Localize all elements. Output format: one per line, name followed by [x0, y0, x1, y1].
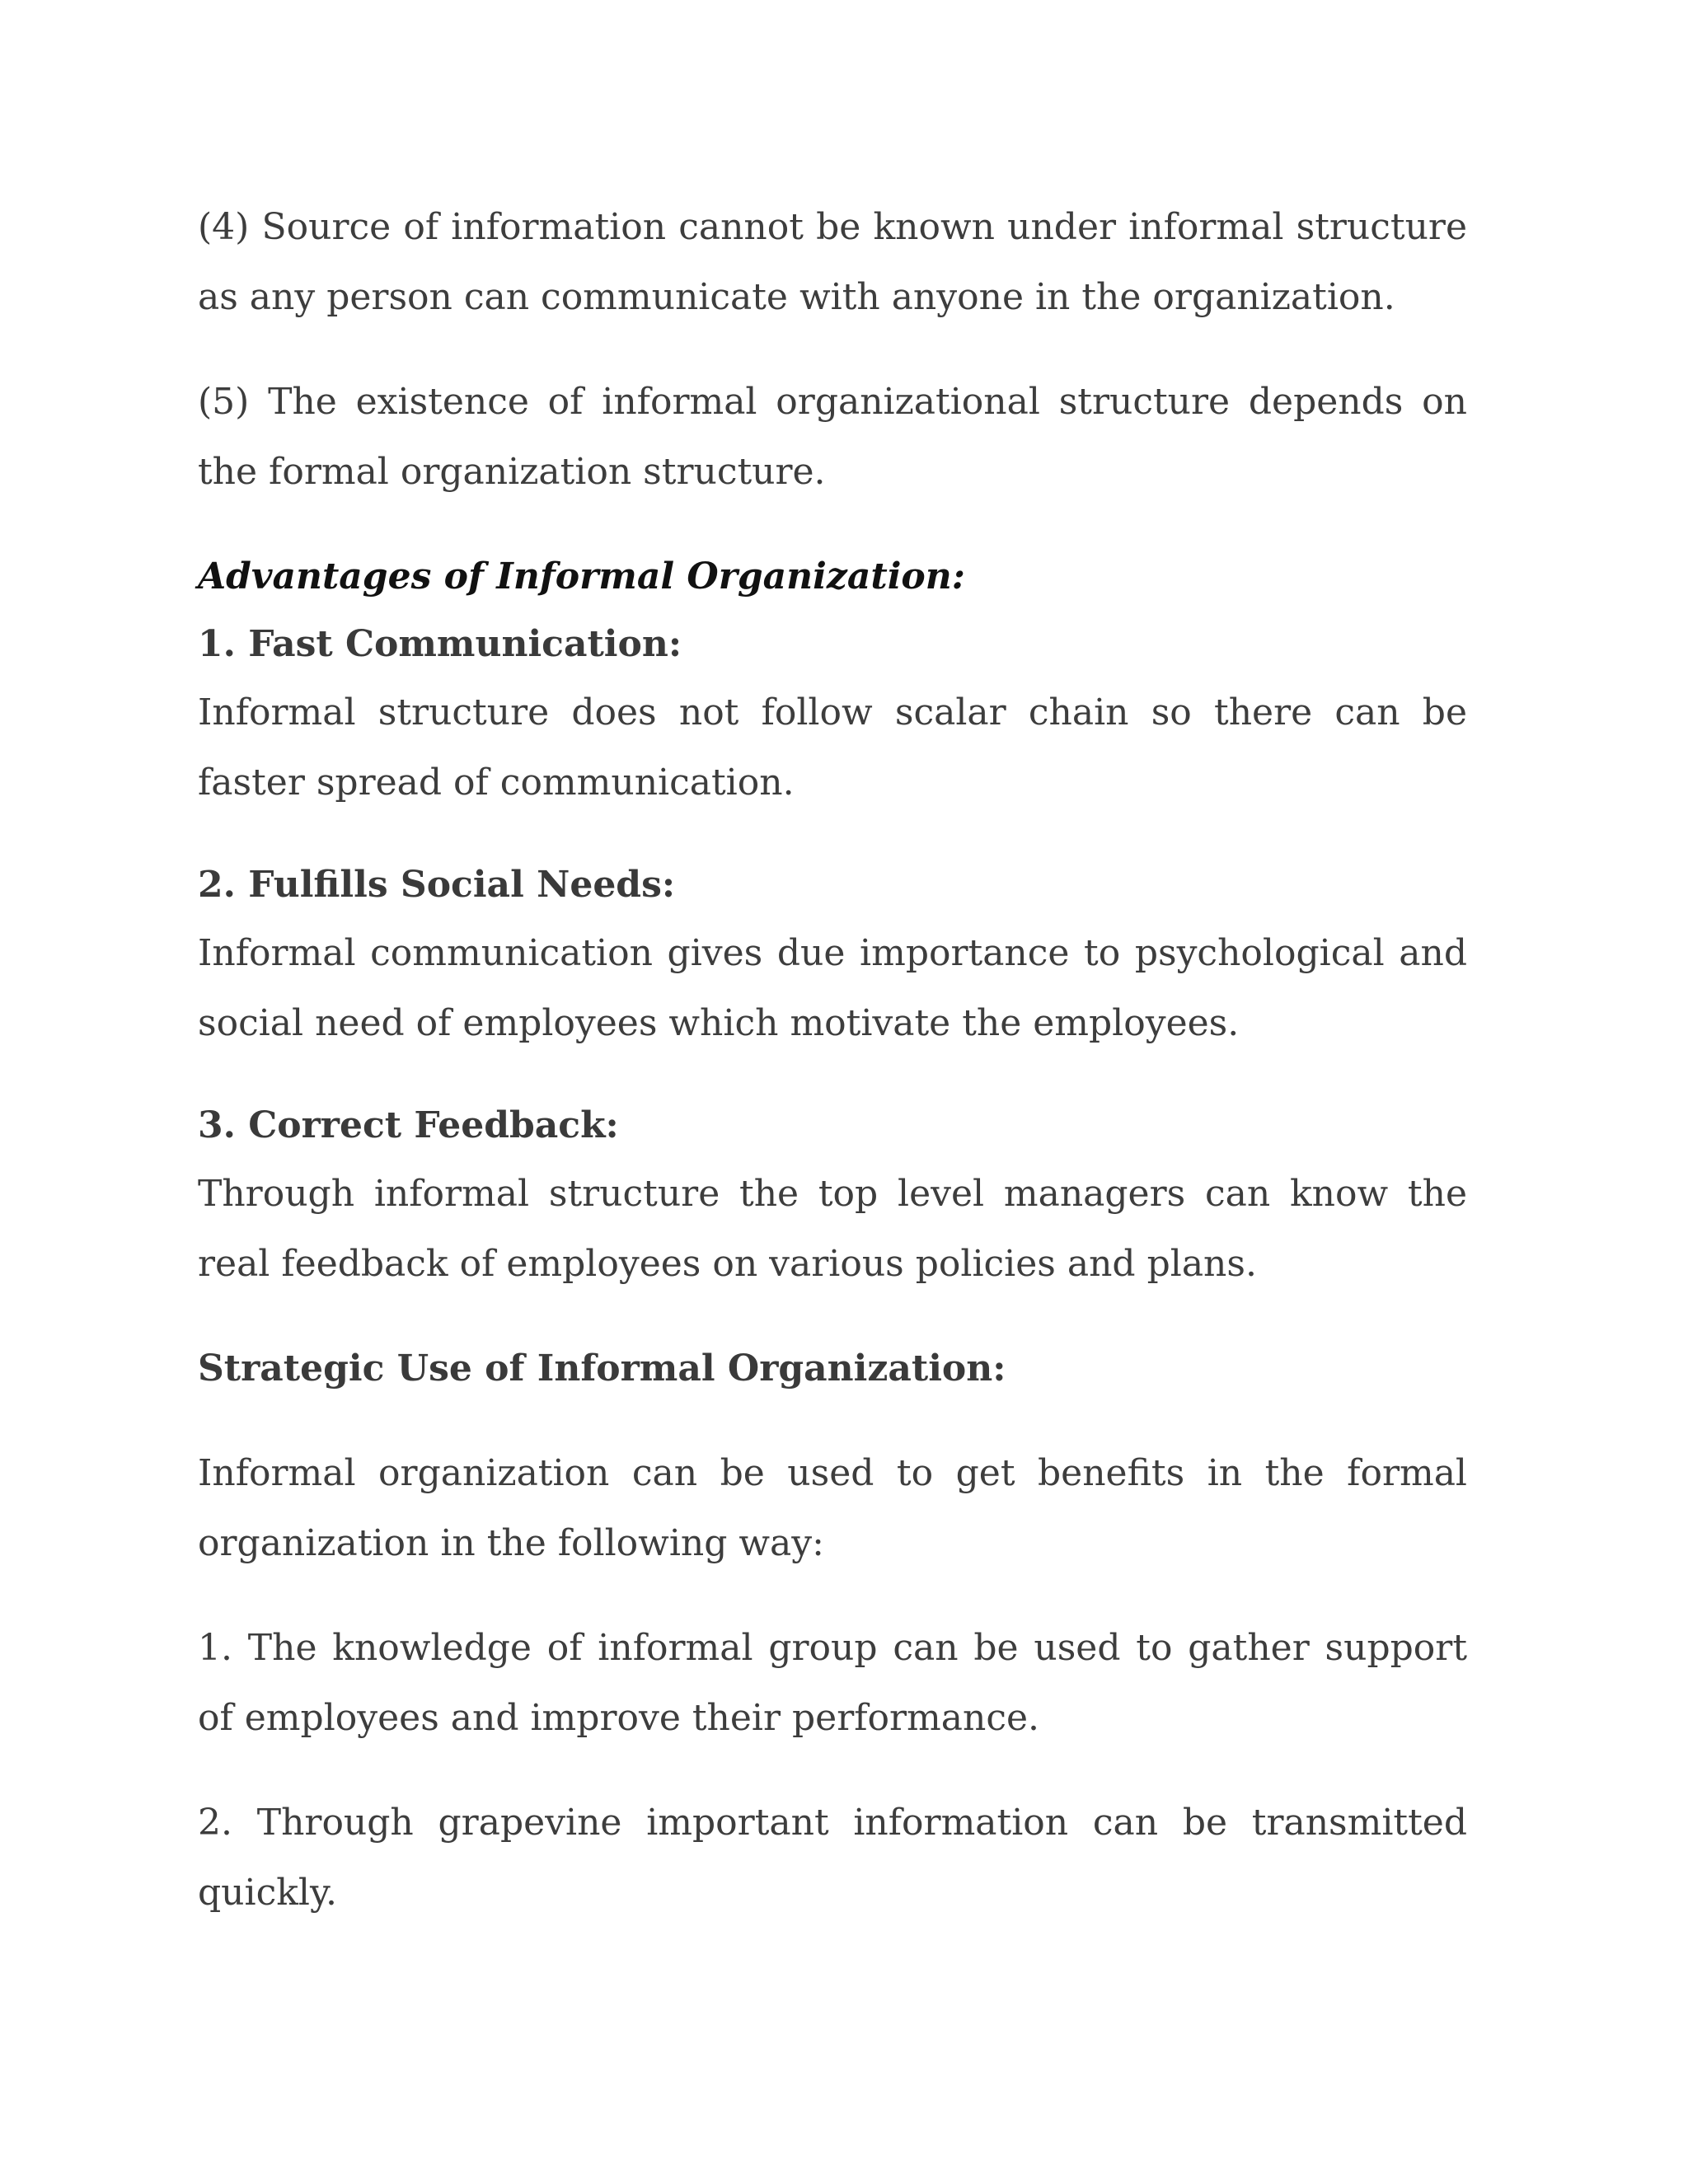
advantage-heading: 2. Fulfills Social Needs:	[198, 864, 676, 906]
advantage-heading: 1. Fast Communication:	[198, 623, 682, 665]
advantage-item-correct-feedback	[198, 1093, 1467, 1299]
advantage-text: Informal structure does not follow scalar chain so there can be faster spread of communication.	[198, 691, 1467, 804]
paragraph-point-4: (4) Source of information cannot be known under informal structure as any person can communicate with anyone in the organization.	[198, 206, 1467, 318]
strategic-point-1: 1. The knowledge of informal group can be used to gather support of employees and improve their performance.	[198, 1627, 1467, 1739]
advantage-text: Through informal structure the top level managers can know the real feedback of employees on various policies and plans.	[198, 1173, 1467, 1285]
advantages-title: Advantages of Informal Organization:	[198, 555, 965, 598]
paragraph-point-5: (5) The existence of informal organizational structure depends on the formal organization structure.	[198, 381, 1467, 493]
strategic-title: Strategic Use of Informal Organization:	[198, 1347, 1006, 1390]
strategic-intro: Informal organization can be used to get benefits in the formal organization in the following way:	[198, 1452, 1467, 1564]
strategic-point-2: 2. Through grapevine important information can be transmitted quickly.	[198, 1802, 1467, 1914]
advantage-item-social-needs	[198, 852, 1467, 1058]
advantage-heading: 3. Correct Feedback:	[198, 1104, 619, 1146]
document-page	[198, 192, 1467, 1962]
advantage-item-fast-communication	[198, 612, 1467, 818]
advantage-text: Informal communication gives due importance to psychological and social need of employees which motivate the employees.	[198, 932, 1467, 1044]
